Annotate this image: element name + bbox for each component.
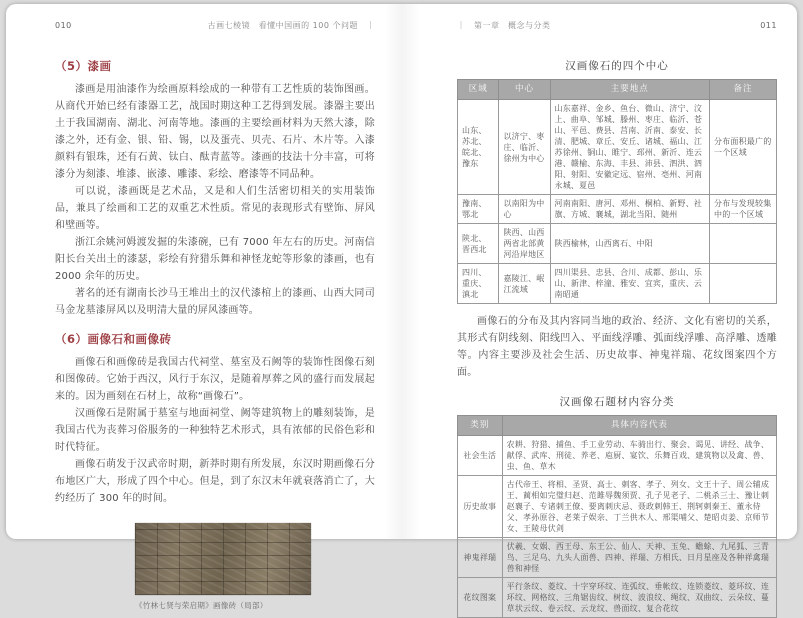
left-page-content bbox=[55, 58, 375, 611]
table-header-row bbox=[458, 416, 777, 436]
table-row bbox=[458, 436, 777, 476]
running-title-left: 古画七棱镜 看懂中国画的 100 个问题 ｜ bbox=[207, 20, 375, 30]
table-cell: 历史故事 bbox=[458, 476, 503, 538]
table-row bbox=[458, 224, 777, 264]
column-header: 具体内容代表 bbox=[502, 416, 776, 436]
table-cell: 山东、苏北、皖北、豫东 bbox=[458, 100, 499, 195]
page-number-right: 011 bbox=[760, 20, 777, 30]
table-cell: 平行条纹、菱纹、十字穿环纹、连弧纹、垂帐纹、连锁菱纹、菱环纹、连环纹、网格纹、三角锯齿纹、树纹、波浪纹、绳纹、双曲纹、云朵纹、蔓草状云纹、卷云纹、云龙纹、兽面纹、复合花纹 bbox=[502, 578, 776, 618]
table-title-subject-classification: 汉画像石题材内容分类 bbox=[559, 396, 675, 408]
table-row bbox=[458, 476, 777, 538]
table-header-row bbox=[458, 80, 777, 100]
paragraph: 画像石萌发于汉武帝时期，新莽时期有所发展，东汉时期画像石分布地区广大，形成了四个中心。但是，到了东汉末年就衰落消亡了，大约经历了 300 年的时间。 bbox=[55, 459, 375, 504]
column-header: 主要地点 bbox=[550, 80, 710, 100]
paragraph-distribution: 画像石的分布及其内容同当地的政治、经济、文化有密切的关系，其形式有阴线刻、阳线凹入、平面线浮雕、弧面线浮雕、高浮雕、透雕等。内容主要涉及社会生活、历史故事、神鬼祥瑞、花纹图案四个方面。 bbox=[457, 316, 777, 378]
column-header: 备注 bbox=[710, 80, 777, 100]
table-cell: 四川、重庆、滇北 bbox=[458, 264, 499, 304]
table-cell: 古代帝王、将相、圣贤、高士、刺客、孝子、列女、文王十子、周公辅成王、蔺相如完璧归赵、范雎辱魏须贾、孔子见老子、二桃杀三士、豫让刺赵襄子、专诸刺王僚、要离刺庆忌、聂政刺韩王、荆轲刺秦王、董永侍父、孝孙原谷、老莱子娱亲、丁兰供木人、邢渠哺父、楚昭贞姜、京师节女、王陵母伏剑 bbox=[502, 476, 776, 538]
table-cell: 分布与发现较集中的一个区域 bbox=[710, 195, 777, 224]
figure-caption: 《竹林七贤与荣启期》画像砖（局部） bbox=[135, 601, 268, 610]
table-cell: 分布面积最广的一个区域 bbox=[710, 100, 777, 195]
table-title-four-centers: 汉画像石的四个中心 bbox=[565, 60, 669, 72]
running-header-right bbox=[457, 18, 777, 32]
table-row bbox=[458, 578, 777, 618]
column-header: 类别 bbox=[458, 416, 503, 436]
table-row bbox=[458, 100, 777, 195]
table-cell: 陕西、山西两省北部黄河沿岸地区 bbox=[499, 224, 550, 264]
table-row bbox=[458, 264, 777, 304]
table-four-centers bbox=[457, 79, 777, 304]
section-heading-lacquer-painting: （5）漆画 bbox=[55, 59, 112, 73]
section-heading-pictorial-stones: （6）画像石和画像砖 bbox=[55, 332, 172, 346]
page-number-left: 010 bbox=[55, 20, 72, 30]
page-right bbox=[391, 4, 797, 613]
table-cell: 陕北、晋西北 bbox=[458, 224, 499, 264]
column-header: 中心 bbox=[499, 80, 550, 100]
page-left bbox=[6, 4, 391, 610]
table-cell: 豫南、鄂北 bbox=[458, 195, 499, 224]
table-cell: 以南阳为中心 bbox=[499, 195, 550, 224]
table-cell: 河南南阳、唐河、邓州、桐柏、新野、社旗、方城、襄城，湖北当阳、随州 bbox=[550, 195, 710, 224]
table-subject-classification bbox=[457, 415, 777, 618]
table-cell: 以济宁、枣庄、临沂、徐州为中心 bbox=[499, 100, 550, 195]
paragraph: 可以说，漆画既是艺术品，又是和人们生活密切相关的实用装饰品，兼具了绘画和工艺的双重艺术性质。常见的表现形式有壁饰、屏风和壁画等。 bbox=[55, 186, 375, 231]
table-cell bbox=[710, 224, 777, 264]
table-cell: 农耕、狩猎、捕鱼、手工业劳动、车骑出行、聚会、谒见、讲经、战争、献俘、武库、刑徒、养老、庖厨、宴饮、乐舞百戏、建筑物以及禽、兽、虫、鱼、草木 bbox=[502, 436, 776, 476]
running-title-right: ｜ 第一章 概念与分类 bbox=[457, 20, 551, 30]
column-header: 区域 bbox=[458, 80, 499, 100]
paragraph: 浙江余姚河姆渡发掘的朱漆碗，已有 7000 年左右的历史。河南信阳长台关出土的漆瑟，彩绘有狩猎乐舞和神怪龙蛇等形象的漆画，也有 2000 余年的历史。 bbox=[55, 237, 375, 282]
book-spread bbox=[6, 4, 797, 613]
table-cell: 神鬼祥瑞 bbox=[458, 538, 503, 578]
running-header-left bbox=[55, 18, 375, 32]
table-cell: 花纹图案 bbox=[458, 578, 503, 618]
paragraph: 画像石和画像砖是我国古代祠堂、墓室及石阙等的装饰性图像石刻和图像砖。它始于西汉，风行于东汉，是随着厚葬之风的盛行而发展起来的。因为画刻在石材上，故称“画像石”。 bbox=[55, 357, 375, 402]
paragraph: 汉画像石是附属于墓室与地面祠堂、阙等建筑物上的雕刻装饰，是我国古代为丧葬习俗服务的一种独特艺术形式，具有浓郁的民俗色彩和时代特征。 bbox=[55, 408, 375, 453]
table-cell: 伏羲、女娲、西王母、东王公、仙人、天神、玉兔、蟾蜍、九尾狐、三青鸟、三足乌、九头人面兽、四神、祥瑞、方相氏、日月星座及各种祥禽瑞兽和神怪 bbox=[502, 538, 776, 578]
table-cell: 山东嘉祥、金乡、鱼台、微山、济宁、汶上、曲阜、邹城、滕州、枣庄、临沂、苍山、平邑、费县、莒南、沂南、泰安、长清、肥城、章丘、安丘、诸城、福山、江苏徐州、铜山、睢宁、邳州、新沂、连云港、赣榆、东海、丰县、沛县、泗洪、泗阳、射阳、安徽定远、宿州、亳州、河南永城、夏邑 bbox=[550, 100, 710, 195]
paragraph: 著名的还有湖南长沙马王堆出土的汉代漆棺上的漆画、山西大同司马金龙墓漆屏风以及明清大量的屏风漆画等。 bbox=[55, 288, 375, 316]
right-page-content bbox=[457, 58, 777, 618]
table-cell: 四川渠县、忠县、合川、成都、彭山、乐山、新津、梓潼、雅安、宜宾，重庆、云南昭通 bbox=[550, 264, 710, 304]
table-cell bbox=[710, 264, 777, 304]
paragraph: 漆画是用油漆作为绘画原料绘成的一种带有工艺性质的装饰图画。从商代开始已经有漆器工艺，战国时期这种工艺得到发展。漆器主要出土于我国湖南、湖北、河南等地。漆画的主要绘画材料为天然大漆，除漆之外，还有金、银、铅、锡，以及蛋壳、贝壳、石片、木片等。入漆颜料有银珠，还有石黄、钛白、酞青蓝等。漆画的技法十分丰富，可将漆分为刻漆、堆漆、嵌漆、雕漆、彩绘、磨漆等不同品种。 bbox=[55, 84, 375, 180]
table-cell: 社会生活 bbox=[458, 436, 503, 476]
stone-relief-photo bbox=[135, 523, 311, 595]
table-cell: 嘉陵江、岷江流域 bbox=[499, 264, 550, 304]
table-cell: 陕西榆林，山西离石、中阳 bbox=[550, 224, 710, 264]
figure-brick-relief bbox=[135, 523, 375, 611]
table-row bbox=[458, 195, 777, 224]
table-row bbox=[458, 538, 777, 578]
